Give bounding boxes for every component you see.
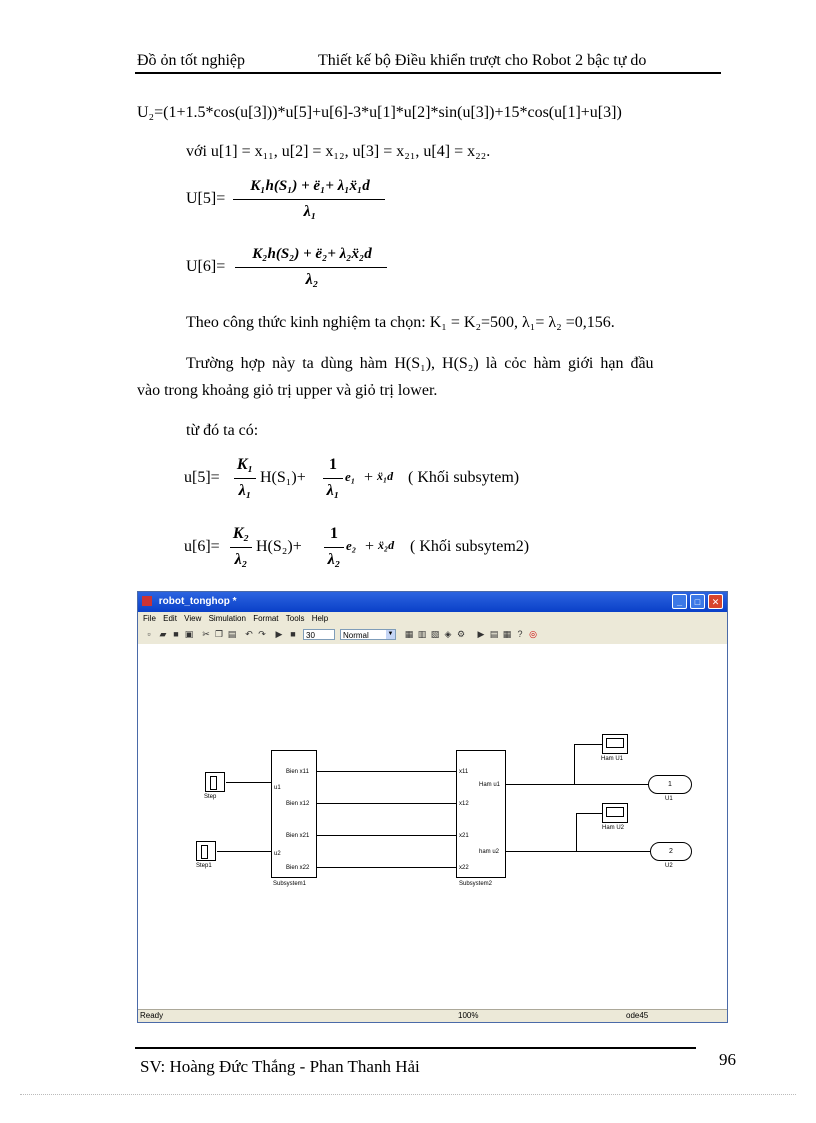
menu-edit[interactable]: Edit [163,614,177,623]
u6b-lambda2: λ₂ [327,551,341,568]
help-icon[interactable]: ? [517,629,523,639]
sub2-out-u1: Ham u1 [479,782,501,788]
wire-x21 [317,835,456,836]
library-icon[interactable]: ▦ [404,629,414,639]
u5b-lambda2: λ₁ [326,482,340,499]
wire-u1-scope [574,744,602,745]
status-solver: ode45 [626,1011,649,1020]
scope-u2-screen [606,807,624,817]
subsystem1-block[interactable] [271,750,317,878]
outport-u2[interactable]: 2 [650,842,692,861]
play-icon[interactable]: ▶ [275,629,283,639]
menu-tools[interactable]: Tools [285,614,305,623]
wire-u1 [506,784,648,785]
save-icon[interactable]: ■ [173,629,179,639]
paste-icon[interactable]: ▤ [227,629,237,639]
subsystem1-label: Subsystem1 [273,881,307,887]
u6b-label: u[6]= [184,538,220,555]
wire-x22 [317,867,456,868]
status-zoom: 100% [458,1011,479,1020]
sub1-out-x21: Bien x21 [286,833,310,839]
u5b-bar1 [234,478,256,479]
variable-definition: với u[1] = x₁₁, u[2] = x₁₂, u[3] = x₂₁, u[4] = x₂₂. [186,143,491,160]
wire-x11 [317,771,456,772]
outport-u1-label: U1 [665,796,673,802]
footer-author: SV: Hoàng Đức Thắng - Phan Thanh Hải [140,1057,420,1076]
u5b-one: 1 [329,456,337,473]
wire-u2-scope [576,813,602,814]
step1-symbol-edge [207,845,212,859]
subsystem2-block[interactable] [456,750,506,878]
u6b-h: H(S₂)+ [256,538,302,555]
u6-label: U[6]= [186,258,226,275]
toolbar [138,626,727,645]
menu-format[interactable]: Format [253,614,279,623]
menu-simulation[interactable]: Simulation [208,614,246,623]
u6b-bar1 [230,547,252,548]
u5b-bar2 [323,478,343,479]
u5-numerator: K₁h(S₁) + ë₁+ λ₁ẍ₁d [250,178,370,194]
close-button[interactable]: ✕ [708,594,723,609]
minimize-button[interactable]: _ [672,594,687,609]
new-icon[interactable]: ▫ [147,629,151,639]
subsystem2-label: Subsystem2 [459,881,493,887]
u6b-plus: + [365,538,375,555]
outport-u2-label: U2 [665,863,673,869]
menu-help[interactable]: Help [311,614,329,623]
stop-time-input[interactable]: 30 [303,629,335,640]
step1-label: Step1 [196,863,212,869]
menu-file[interactable]: File [143,614,156,623]
sub2-in-x21: x21 [459,833,469,839]
step-forward-icon[interactable]: ▶ [477,629,485,639]
redo-icon[interactable]: ↷ [258,629,266,639]
scope-u1-screen [606,738,624,748]
app-icon [142,596,152,606]
sub1-out-x11: Bien x11 [286,769,309,775]
paragraph-line1: Trường hợp này ta dùng hàm H(S₁), H(S₂) là cỏc hàm giới hạn đầu [186,355,654,372]
sub2-in-x12: x12 [459,801,469,807]
step-label: Step [204,794,217,800]
equation-u2: U₂=(1+1.5*cos(u[3]))*u[5]+u[6]-3*u[1]*u[2]*sin(u[3])+15*cos(u[1]+u[3]) [137,104,622,121]
undo-icon[interactable]: ↶ [245,629,253,639]
scope-u1-label: Ham U1 [601,756,624,762]
scope-u2-label: Ham U2 [602,825,625,831]
cut-icon[interactable]: ✂ [202,629,210,639]
sub1-out-x12: Bien x12 [286,801,310,807]
header-left: Đồ ỏn tốt nghiệp [137,52,245,69]
page-number: 96 [719,1050,736,1069]
header-rule [135,72,721,74]
sub1-out-x22: Bien x22 [286,865,310,871]
step-symbol-edge [216,776,221,790]
u5-fraction-bar [233,199,385,200]
status-bar [138,1009,727,1022]
u5b-xd: ẍ₁d [377,469,394,483]
scope-u2-block[interactable] [602,803,628,823]
paragraph-line2: vào trong khoảng giỏ trị upper và giỏ trị lower. [137,382,438,399]
sub2-in-x22: x22 [459,865,469,871]
u5b-note: ( Khối subsytem) [408,469,520,486]
simulink-window [137,591,728,1023]
sub2-in-x11: x11 [459,769,469,775]
u6b-note: ( Khối subsytem2) [410,538,530,555]
u6b-lambda: λ₂ [234,551,248,568]
simulation-mode-select[interactable] [340,629,396,640]
sub1-in-u1: u1 [274,785,281,791]
u6b-bar2 [324,547,344,548]
window-title: robot_tonghop * [158,596,237,607]
choose-constants: Theo công thức kinh nghiệm ta chọn: K₁ = K₂=500, λ₁= λ₂ =0,156. [186,314,615,331]
u6-numerator: K₂h(S₂) + ë₂+ λ₂ẍ₂d [252,246,372,262]
step1-block[interactable] [196,841,216,861]
sub2-out-u2: ham u2 [479,849,500,855]
wire-step1-sub1 [217,851,271,852]
menu-view[interactable]: View [184,614,202,623]
open-icon[interactable]: ▰ [159,629,167,639]
title-bar[interactable] [138,592,727,612]
wire-u2-branch [576,813,577,852]
debug-icon[interactable]: ▧ [430,629,440,639]
target-icon[interactable]: ◎ [529,629,537,639]
u6-denominator: λ₂ [305,271,319,288]
u6b-one: 1 [330,525,338,542]
stop-icon[interactable]: ■ [290,629,296,639]
from-line: từ đó ta có: [186,422,259,439]
outport-u1[interactable]: 1 [648,775,692,794]
wire-u2 [506,851,650,852]
copy-icon[interactable]: ❐ [214,629,224,639]
scope-u1-block[interactable] [602,734,628,754]
u5b-lambda: λ₁ [238,482,252,499]
simulation-mode-value: Normal [343,631,369,640]
u6b-xd: ẍ₂d [378,538,395,552]
wire-step-sub1 [226,782,271,783]
sub1-in-u2: u2 [274,851,281,857]
explorer-icon[interactable]: ◈ [444,629,452,639]
wire-x12 [317,803,456,804]
u5b-label: u[5]= [184,469,220,486]
model-canvas[interactable] [138,644,727,1012]
u5-denominator: λ₁ [303,203,317,220]
u6b-e: e₂ [346,538,357,553]
u6-fraction-bar [235,267,387,268]
wire-u1-branch [574,744,575,785]
settings-icon[interactable]: ⚙ [456,629,466,639]
step-block[interactable] [205,772,225,792]
status-ready: Ready [140,1011,164,1020]
menu-bar [138,612,727,626]
u6b-k: K₂ [232,525,250,542]
page-edge-rule [20,1094,796,1095]
model-icon[interactable]: ▤ [489,629,499,639]
u5b-e: e₁ [345,469,356,484]
maximize-button[interactable]: □ [690,594,705,609]
header-right: Thiết kế bộ Điều khiển trượt cho Robot 2 bậc tự do [318,52,647,69]
footer-rule [135,1047,696,1049]
build-icon[interactable]: ▥ [417,629,427,639]
grid-icon[interactable]: ▦ [502,629,512,639]
chevron-down-icon[interactable]: ▼ [387,631,394,637]
u5-label: U[5]= [186,190,226,207]
u5b-plus: + [364,469,374,486]
u5b-k: K₁ [236,456,254,473]
u5b-h: H(S₁)+ [260,469,306,486]
print-icon[interactable]: ▣ [184,629,194,639]
